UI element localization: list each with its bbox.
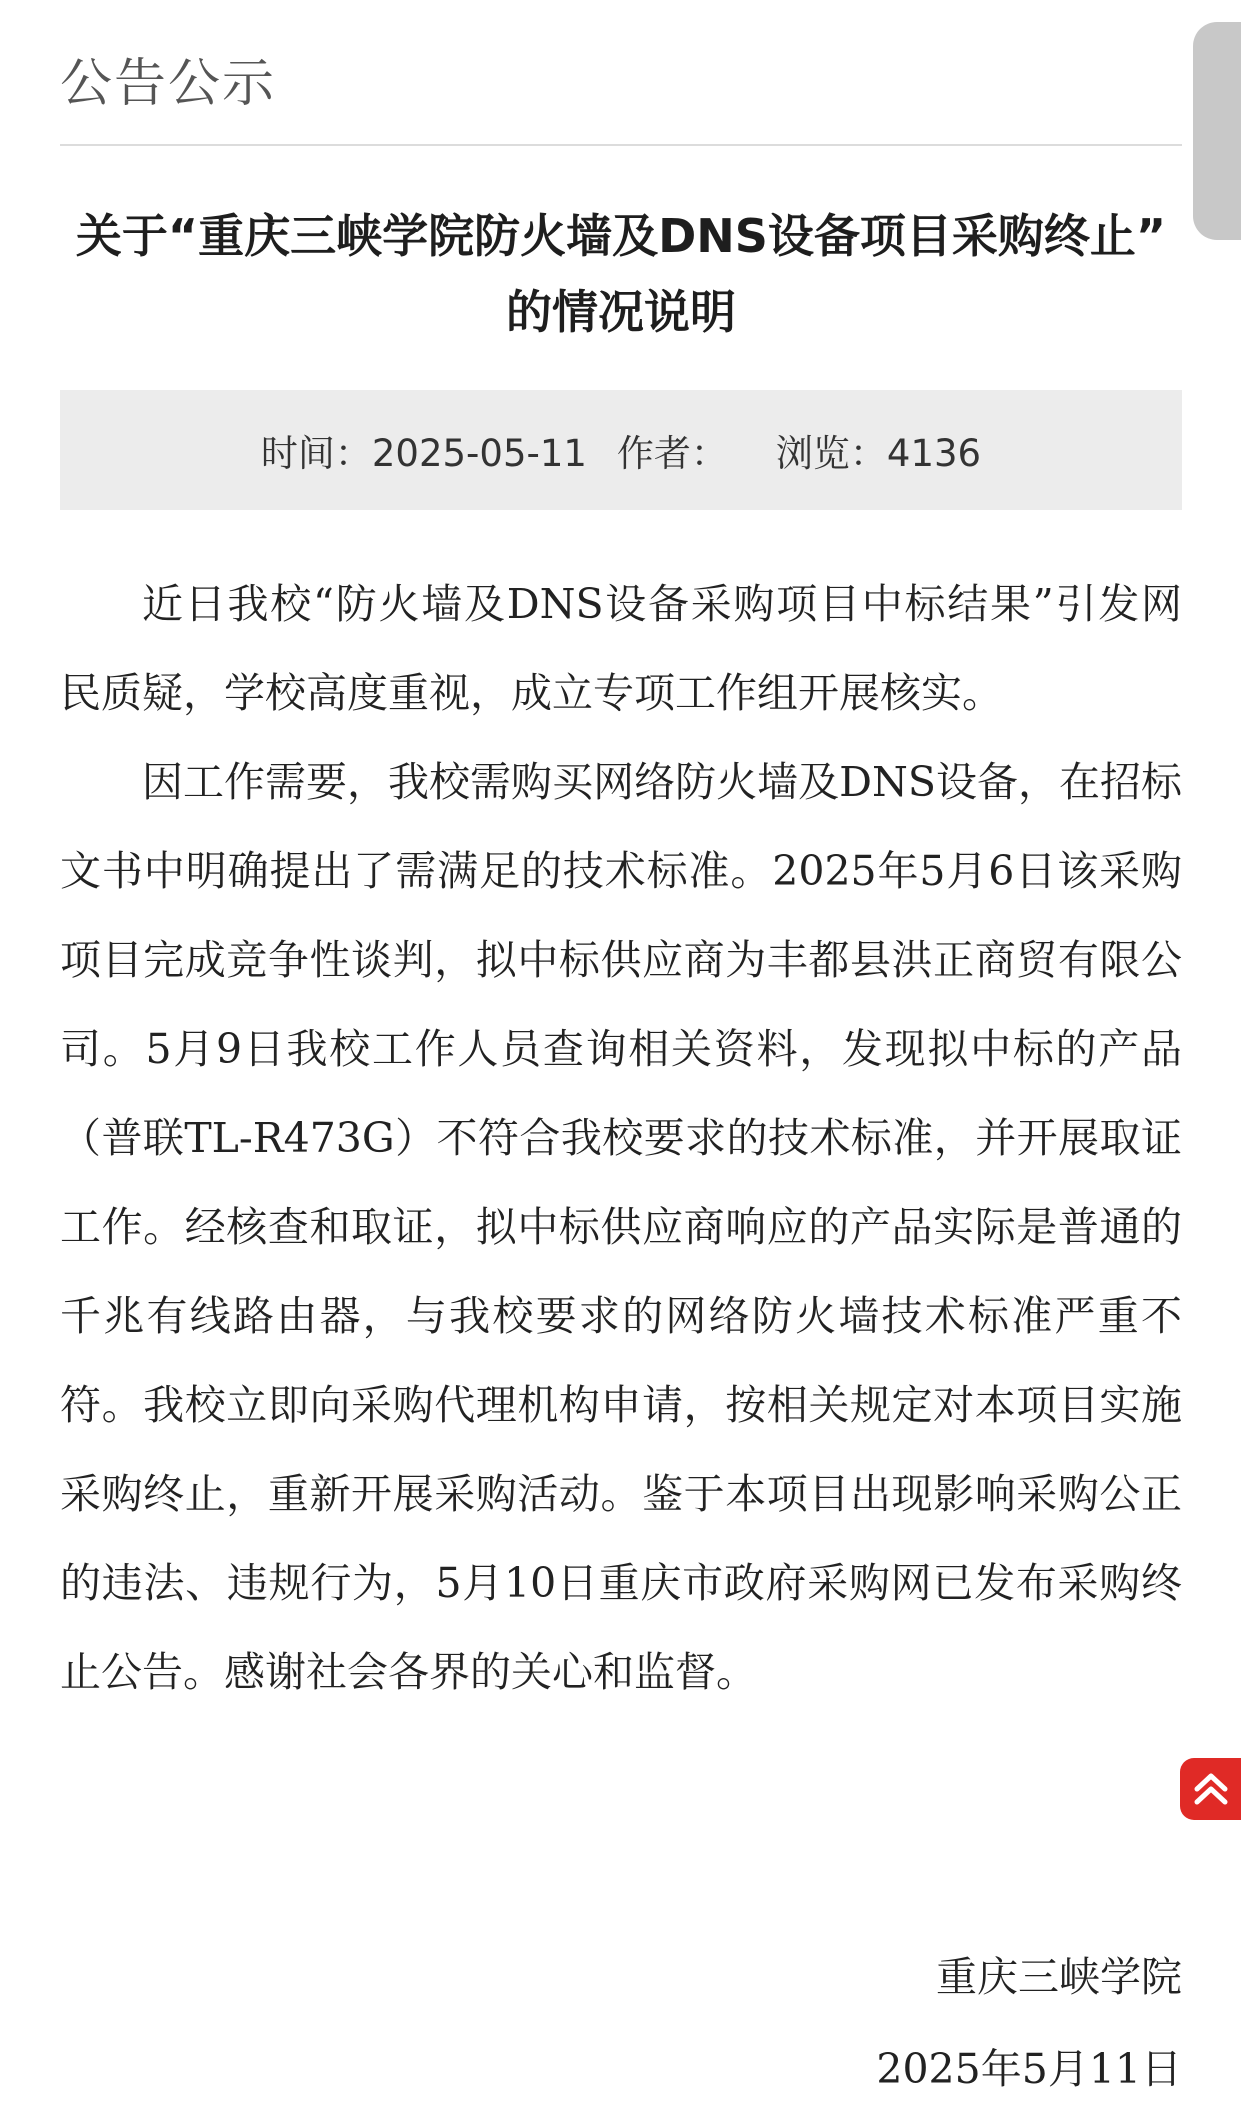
article-title-line-2: 的情况说明: [506, 285, 736, 339]
view-count: 浏览：4136: [775, 432, 982, 475]
publish-time: 时间：2025-05-11: [260, 432, 587, 475]
section-title: 公告公示: [60, 54, 277, 114]
scrollbar-thumb[interactable]: [1193, 22, 1241, 240]
paragraph-2: 因工作需要，我校需购买网络防火墙及DNS设备，在招标文书中明确提出了需满足的技术标准。2025年5月6日该采购项目完成竞争性谈判，拟中标供应商为丰都县洪正商贸有限公司。5月9日我校工作人员查询相关资料，发现拟中标的产品（普联TL-R473G）不符合我校要求的技术标准，并开展取证工作。经核查和取证，拟中标供应商响应的产品实际是普通的千兆有线路由器，与我校要求的网络防火墙技术标准严重不符。我校立即向采购代理机构申请，按相关规定对本项目实施采购终止，重新开展采购活动。鉴于本项目出现影响采购公正的违法、违规行为，5月10日重庆市政府采购网已发布采购终止公告。感谢社会各界的关心和监督。: [60, 758, 1182, 1696]
section-header: [60, 0, 1182, 146]
page: [60, 0, 1182, 1717]
author: 作者：: [616, 432, 728, 475]
signature-date: 2025年5月11日: [876, 2045, 1182, 2093]
double-chevron-up-icon: [1189, 1767, 1233, 1811]
paragraph-1: 近日我校“防火墙及DNS设备采购项目中标结果”引发网民质疑，学校高度重视，成立专项工作组开展核实。: [60, 580, 1182, 717]
article-body: [60, 560, 1182, 1717]
article-title-line-1: 关于“重庆三峡学院防火墙及DNS设备项目采购终止”: [75, 209, 1167, 263]
article-meta-bar: [60, 390, 1182, 510]
back-to-top-button[interactable]: [1180, 1758, 1241, 1820]
signature-organization: 重庆三峡学院: [936, 1953, 1182, 2001]
article-title: [60, 198, 1182, 350]
